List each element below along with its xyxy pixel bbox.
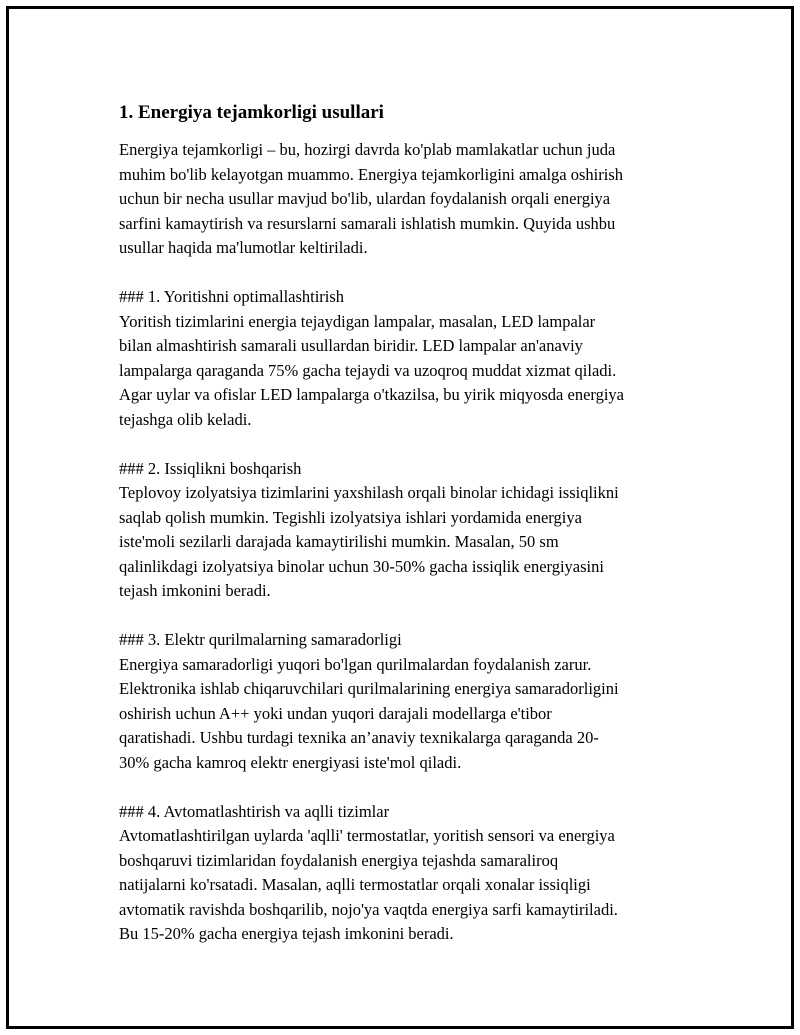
section-body: Energiya samaradorligi yuqori bo'lgan qurilmalardan foydalanish zarur. Elektronika ishlab chiqaruvchilari qurilmalarining energiya samaradorligini oshirish uchun A++ yoki undan yuqori darajali modellarga e'tibor qaratishadi. Ushbu turdagi texnika an’anaviy texnikalarga qaraganda 20- 30% gacha kamroq elektr energiyasi iste'mol qiladi. bbox=[119, 654, 619, 772]
section-body: Teplovoy izolyatsiya tizimlarini yaxshilash orqali binolar ichidagi issiqlikni saqlab qolish mumkin. Tegishli izolyatsiya ishlari yordamida energiya iste'moli sezilarli darajada kamaytirilishi mumkin. Masalan, 50 sm qalinlikdagi izolyatsiya binolar uchun 30-50% gacha issiqlik energiyasini tejash imkonini beradi. bbox=[119, 483, 619, 600]
section-body: Yoritish tizimlarini energia tejaydigan lampalar, masalan, LED lampalar bilan almashtirish samarali usullardan biridir. LED lampalar an'anaviy lampalarga qaraganda 75% gacha tejaydi va uzoqroq muddat xizmat qiladi. Agar uylar va ofislar LED lampalarga o'tkazilsa, bu yirik miqyosda energiya tejashga olib keladi. bbox=[119, 311, 624, 429]
section-appliances bbox=[119, 628, 699, 775]
section-heading: ### 4. Avtomatlashtirish va aqlli tizimlar bbox=[119, 801, 390, 821]
intro-paragraph: Energiya tejamkorligi – bu, hozirgi davrda ko'plab mamlakatlar uchun juda muhim bo'lib kelayotgan muammo. Energiya tejamkorligini amalga oshirish uchun bir necha usullar mavjud bo'lib, ulardan foydalanish orqali energiya sarfini kamaytirish va resurslarni samarali ishlatish mumkin. Quyida ushbu usullar haqida ma'lumotlar keltiriladi. bbox=[119, 140, 623, 257]
section-heading: ### 2. Issiqlikni boshqarish bbox=[119, 458, 302, 478]
section-heading: ### 1. Yoritishni optimallashtirish bbox=[119, 287, 345, 306]
document-content bbox=[119, 101, 699, 971]
section-body: Avtomatlashtirilgan uylarda 'aqlli' termostatlar, yoritish sensori va energiya boshqaruvi tizimlaridan foydalanish energiya tejashda samaraliroq natijalarni ko'rsatadi. Masalan, aqlli termostatlar orqali xonalar issiqligi avtomatik ravishda boshqarilib, nojo'ya vaqtda energiya sarfi kamaytiriladi. Bu 15-20% gacha energiya tejash imkonini beradi. bbox=[119, 826, 618, 943]
section-lighting bbox=[119, 285, 699, 432]
section-automation bbox=[119, 800, 699, 947]
section-heating bbox=[119, 457, 699, 604]
section-heading: ### 3. Elektr qurilmalarning samaradorligi bbox=[119, 630, 402, 649]
page-frame bbox=[6, 6, 794, 1029]
document-title: 1. Energiya tejamkorligi usullari bbox=[119, 102, 384, 123]
